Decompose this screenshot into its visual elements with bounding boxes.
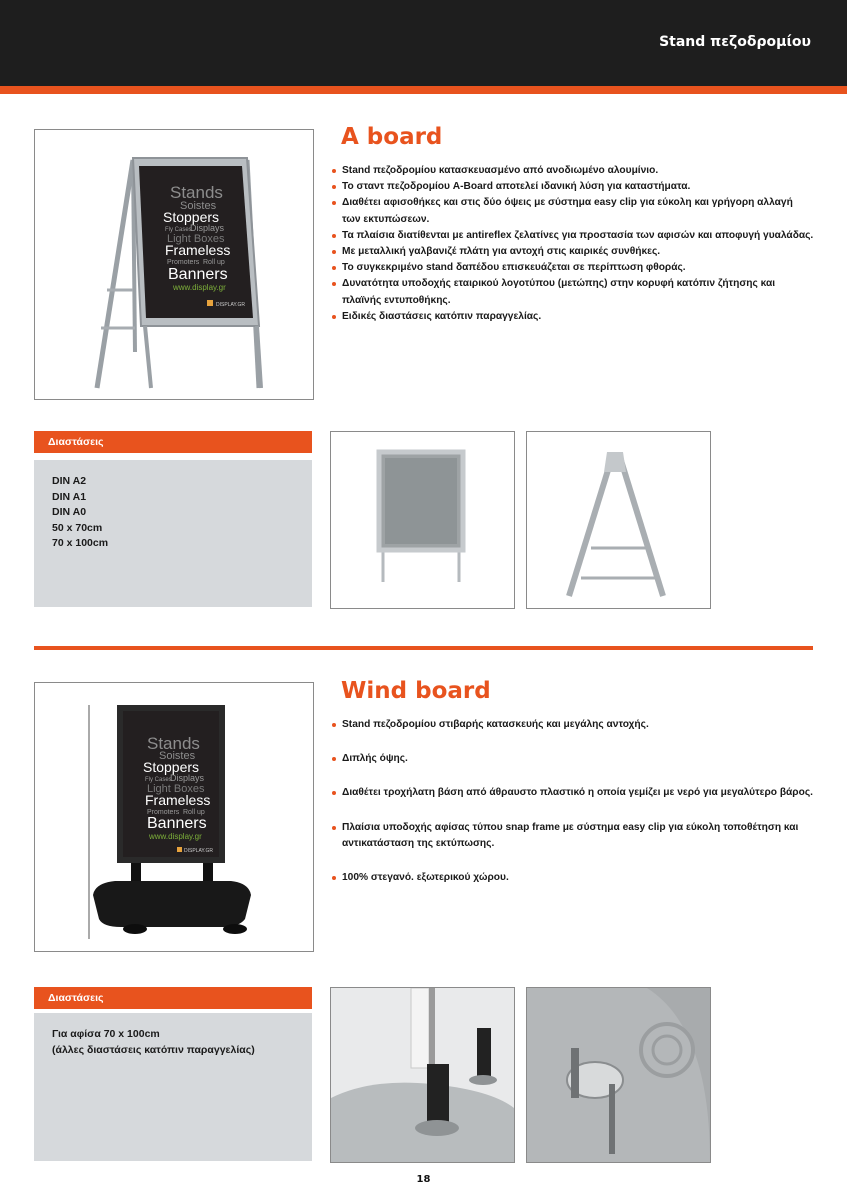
a-board-dimensions-header: Διαστάσεις	[34, 431, 312, 453]
poster-word: Stoppers	[143, 759, 200, 775]
a-board-title: A board	[341, 124, 443, 150]
poster-word: Fly Cases	[145, 777, 172, 783]
dimension-item: DIN A2	[52, 475, 87, 487]
list-item: Δυνατότητα υποδοχής εταιρικού λογοτύπου (μετώπης) στην κορυφή κατόπιν ζήτησης και πλαϊνής εντυποθήκης.	[330, 276, 814, 308]
poster-logo: DISPLAY.GR	[216, 302, 245, 308]
poster-logo-mark	[177, 847, 182, 852]
poster-url: www.display.gr	[149, 832, 202, 841]
list-item: Με μεταλλική γαλβανιζέ πλάτη για αντοχή στις καιρικές συνθήκες.	[330, 244, 814, 260]
list-item: Το συγκεκριμένο stand δαπέδου επισκευάζεται σε περίπτωση φθοράς.	[330, 260, 814, 276]
dimension-item: 70 x 100cm	[52, 537, 109, 549]
poster-logo: DISPLAY.GR	[184, 848, 213, 854]
poster-word: Soistes	[180, 200, 217, 212]
wind-board-title: Wind board	[341, 678, 491, 704]
list-item: Τα πλαίσια διατίθενται με antireflex ζελατίνες για προστασία των αφισών και αποφυγή γυαλάδας.	[330, 228, 814, 244]
section-divider	[34, 646, 813, 650]
list-item: Stand πεζοδρομίου στιβαρής κατασκευής και μεγάλης αντοχής.	[330, 717, 814, 733]
dimension-item: 50 x 70cm	[52, 521, 103, 534]
wind-board-product-image	[34, 682, 314, 952]
list-item: Διπλής όψης.	[330, 751, 814, 767]
a-board-back-view-image	[330, 431, 515, 609]
header-stripe	[0, 86, 847, 94]
poster-word: Fly Cases	[165, 227, 192, 233]
poster-word: Roll up	[203, 259, 225, 266]
poster-word: Soistes	[159, 750, 196, 762]
list-item: Διαθέτει αφισοθήκες και στις δύο όψεις με σύστημα easy clip για εύκολη και γρήγορη αλλαγή των εκτυπώσεων.	[330, 195, 814, 227]
a-board-product-image	[34, 129, 314, 400]
poster-word: Stands	[170, 183, 223, 202]
poster-word: Light Boxes	[167, 233, 225, 245]
wind-board-features-list	[330, 717, 814, 904]
poster-word: Stands	[147, 734, 200, 753]
list-item: Το σταντ πεζοδρομίου A-Board αποτελεί ιδανική λύση για καταστήματα.	[330, 179, 814, 195]
dimension-item: DIN A0	[52, 506, 87, 518]
poster-word: Promoters	[147, 809, 180, 816]
list-item: 100% στεγανό. εξωτερικού χώρου.	[330, 870, 814, 886]
page-header-title: Stand πεζοδρομίου	[659, 34, 811, 50]
list-item: Ειδικές διαστάσεις κατόπιν παραγγελίας.	[330, 309, 814, 325]
poster-word: Stoppers	[163, 209, 220, 225]
poster-word: Promoters	[167, 259, 200, 266]
poster-word: Displays	[190, 223, 225, 233]
list-item: Πλαίσια υποδοχής αφίσας τύπου snap frame με σύστημα easy clip για εύκολη τοποθέτηση και αντικατάσταση της εκτύπωσης.	[330, 820, 814, 852]
poster-word: Frameless	[145, 792, 211, 808]
list-item: Διαθέτει τροχήλατη βάση από άθραυστο πλαστικό η οποία γεμίζει με νερό για μεγαλύτερο βάρος.	[330, 785, 814, 801]
wind-board-dimensions-header: Διαστάσεις	[34, 987, 312, 1009]
poster-logo-mark	[207, 300, 213, 306]
wind-board-dimensions-panel	[34, 1013, 312, 1161]
page-number: 18	[416, 1174, 431, 1185]
poster-word: Banners	[147, 815, 207, 832]
dimension-item: DIN A1	[52, 490, 87, 503]
a-board-side-view-image	[526, 431, 711, 609]
poster-word: Banners	[168, 266, 228, 283]
a-board-dimensions-panel	[34, 460, 312, 607]
poster-word: Light Boxes	[147, 783, 205, 795]
poster-word: Roll up	[183, 809, 205, 816]
dimension-item: (άλλες διαστάσεις κατόπιν παραγγελίας)	[52, 1043, 255, 1056]
poster-url: www.display.gr	[173, 283, 226, 292]
dimension-item: Για αφίσα 70 x 100cm	[52, 1028, 160, 1040]
a-board-features-list	[330, 163, 814, 325]
poster-word: Frameless	[165, 242, 231, 258]
wind-board-wheel-detail-image	[526, 987, 711, 1163]
list-item: Stand πεζοδρομίου κατασκευασμένο από ανοδιωμένο αλουμίνιο.	[330, 163, 814, 179]
poster-word: Displays	[170, 773, 205, 783]
wind-board-spring-detail-image	[330, 987, 515, 1163]
